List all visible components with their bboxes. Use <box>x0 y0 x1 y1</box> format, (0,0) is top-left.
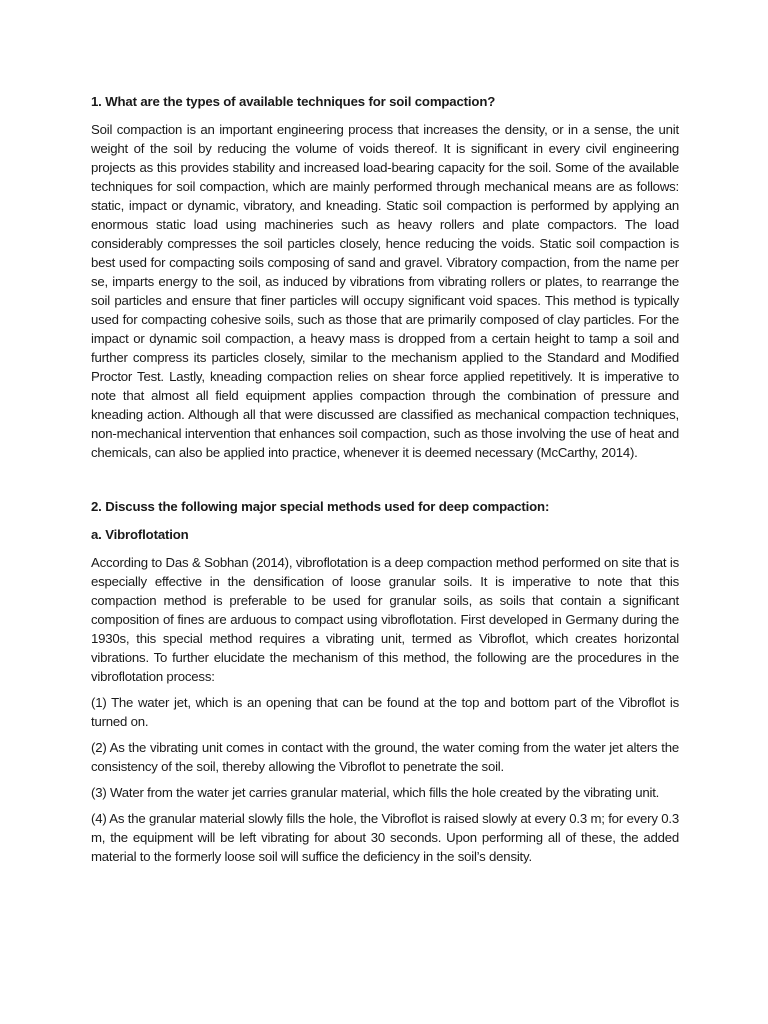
question-1-answer-paragraph: Soil compaction is an important engineering process that increases the density, or in a sense, the unit weight of the soil by reducing the volume of voids thereof. It is significant in every civil engineering projects as this provides stability and increased load-bearing capacity for the soil. Some of the available techniques for soil compaction, which are mainly performed through mechanical means are as follows: static, impact or dynamic, vibratory, and kneading. Static soil compaction is performed by applying an enormous static load using machineries such as heavy rollers and plate compactors. The load considerably compresses the soil particles closely, hence reducing the voids. Static soil compaction is best used for compacting soils composing of sand and gravel. Vibratory compaction, from the name per se, imparts energy to the soil, as induced by vibrations from vibrating rollers or plates, to rearrange the soil particles and ensure that finer particles will occupy significant void spaces. This method is typically used for compacting cohesive soils, such as those that are primarily composed of clay particles. For the impact or dynamic soil compaction, a heavy mass is dropped from a certain height to tamp a soil and further compress its particles closely, similar to the mechanism applied to the Standard and Modified Proctor Test. Lastly, kneading compaction relies on shear force applied repetitively. It is imperative to note that almost all field equipment applies compaction through the combination of pressure and kneading action. Although all that were discussed are classified as mechanical compaction techniques, non-mechanical intervention that enhances soil compaction, such as those involving the use of heat and chemicals, can also be applied into practice, whenever it is deemed necessary (McCarthy, 2014). <box>91 122 679 460</box>
question-1-heading: 1. What are the types of available techniques for soil compaction? <box>91 94 496 109</box>
procedure-step-4: (4) As the granular material slowly fills the hole, the Vibroflot is raised slowly at every 0.3 m; for every 0.3 m, the equipment will be left vibrating for about 30 seconds. Upon performing all of these, the added material to the formerly loose soil will suffice the deficiency in the soil’s density. <box>91 811 679 864</box>
question-2-heading: 2. Discuss the following major special methods used for deep compaction: <box>91 499 550 514</box>
subsection-a-heading: a. Vibroflotation <box>91 527 189 542</box>
document-page <box>91 92 679 873</box>
vibroflotation-intro-paragraph: According to Das & Sobhan (2014), vibroflotation is a deep compaction method performed on site that is especially effective in the densification of loose granular soils. It is imperative to note that this compaction method is preferable to be used for granular soils, as soils that contain a significant composition of fines are arduous to compact using vibroflotation. First developed in Germany during the 1930s, this special method requires a vibrating unit, termed as Vibroflot, which creates horizontal vibrations. To further elucidate the mechanism of this method, the following are the procedures in the vibroflotation process: <box>91 555 679 684</box>
procedure-step-1: (1) The water jet, which is an opening that can be found at the top and bottom part of the Vibroflot is turned on. <box>91 695 679 729</box>
procedure-step-3: (3) Water from the water jet carries granular material, which fills the hole created by the vibrating unit. <box>91 785 660 800</box>
procedure-step-2: (2) As the vibrating unit comes in contact with the ground, the water coming from the water jet alters the consistency of the soil, thereby allowing the Vibroflot to penetrate the soil. <box>91 740 679 774</box>
